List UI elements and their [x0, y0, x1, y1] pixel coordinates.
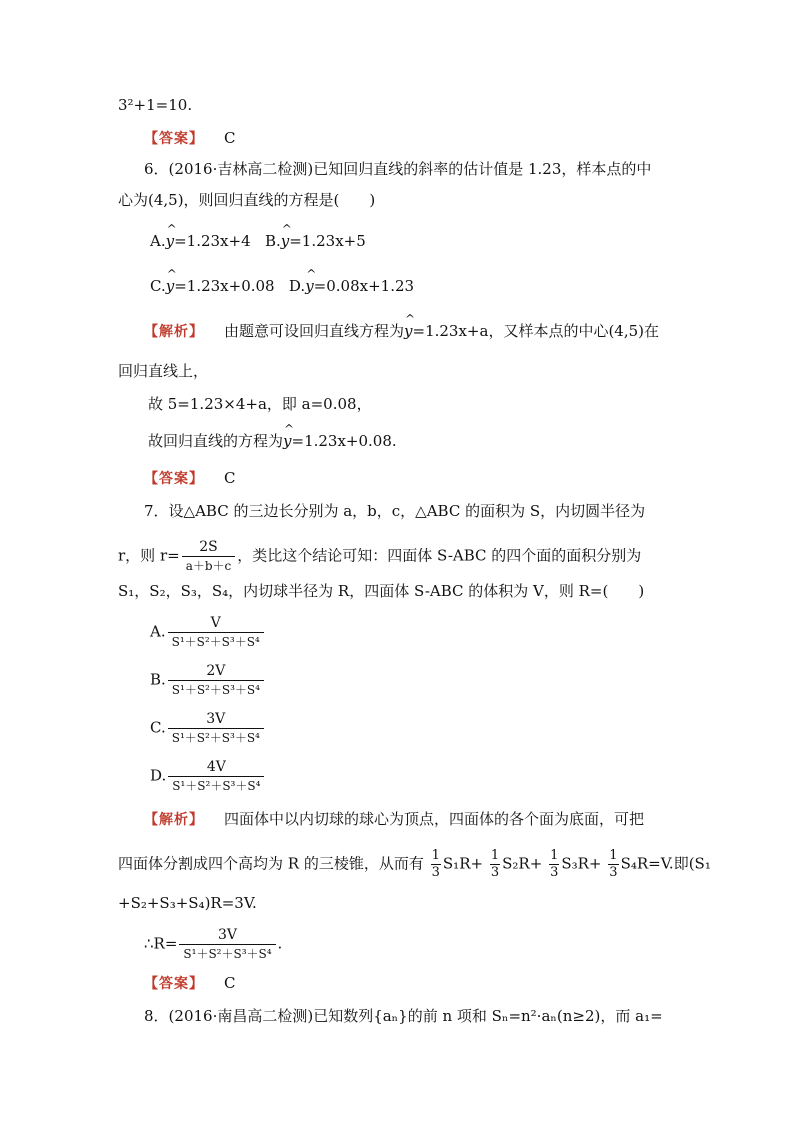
jx7-line-2: 四面体分割成四个高均为 R 的三棱锥，从而有 $\frac{1}{3}$ S₁R+ $\frac{1}{3}$ S₂R+ $\frac{1}{3}$ S₃R+ $\frac{1}{3}$ S₄R=V.即(S₁ — [118, 848, 711, 880]
line-q5-end: 3²+1=10. — [118, 96, 193, 114]
fraction-2s: $\frac{2S}{a+b+c}$ — [182, 538, 236, 575]
jx6-line-2: 回归直线上， — [118, 362, 209, 380]
q7-option-b: B. $\frac{2V}{\text{S¹＋S²＋S³＋S⁴}}$ — [150, 662, 266, 699]
option-d-fraction: $\frac{4V}{\text{S¹＋S²＋S³＋S⁴}}$ — [168, 758, 264, 795]
q6-options-ab: A.^ y=1.23x+4 B.^ y=1.23x+5 — [150, 230, 366, 252]
jx6-line-3: 故 5=1.23×4+a，即 a=0.08， — [148, 395, 372, 413]
answer-row-2: 【 答案 】 C — [144, 467, 235, 490]
jx6-line-1: 【 解析 】 由题意可设回归直线方程为^ y=1.23x+a，又样本点的中心(4,5)在 — [144, 320, 659, 343]
q6-line-1: 6．(2016·吉林高二检测)已知回归直线的斜率的估计值是 1.23，样本点的中 — [144, 160, 652, 178]
third-fraction-1: $\frac{1}{3}$ — [431, 848, 440, 880]
result-fraction: $\frac{3V}{\text{S¹＋S²＋S³＋S⁴}}$ — [179, 926, 275, 963]
q6-options-cd: C.^ y=1.23x+0.08 D.^ y=0.08x+1.23 — [150, 275, 414, 297]
option-c-fraction: $\frac{3V}{\text{S¹＋S²＋S³＋S⁴}}$ — [168, 710, 264, 747]
third-fraction-2: $\frac{1}{3}$ — [490, 848, 500, 880]
jx7-line-1: 【 解析 】 四面体中以内切球的球心为顶点，四面体的各个面为底面，可把 — [144, 808, 644, 831]
answer-label: 【 答案 】 — [144, 131, 204, 147]
q7-option-d: D. $\frac{4V}{\text{S¹＋S²＋S³＋S⁴}}$ — [150, 758, 266, 795]
third-fraction-4: $\frac{1}{3}$ — [609, 848, 618, 880]
q7-line-1: 7．设△ABC 的三边长分别为 a，b，c，△ABC 的面积为 S，内切圆半径为 — [144, 502, 646, 520]
option-a-fraction: $\frac{V}{\text{S¹＋S²＋S³＋S⁴}}$ — [168, 614, 264, 651]
analysis-label: 【 解析 】 — [144, 324, 204, 340]
q7-option-a: A. $\frac{V}{\text{S¹＋S²＋S³＋S⁴}}$ — [150, 614, 266, 651]
third-fraction-3: $\frac{1}{3}$ — [550, 848, 559, 880]
answer-label: 【 答案 】 — [144, 976, 204, 992]
answer-row-1: 【 答案 】 C — [144, 127, 235, 150]
jx6-line-4: 故回归直线的方程为^ y=1.23x+0.08. — [148, 430, 397, 452]
jx7-line-3: +S₂+S₃+S₄)R=3V. — [118, 894, 257, 912]
analysis-label: 【 解析 】 — [144, 812, 204, 828]
answer-label: 【 答案 】 — [144, 471, 204, 487]
answer-row-3: 【 答案 】 C — [144, 972, 235, 995]
q7-line-3: S₁，S₂，S₃，S₄，内切球半径为 R，四面体 S-ABC 的体积为 V，则 R=( ) — [118, 582, 645, 600]
q8-line-1: 8．(2016·南昌高二检测)已知数列{aₙ}的前 n 项和 Sₙ=n²·aₙ(n≥2)，而 a₁= — [144, 1007, 663, 1025]
jx7-line-4: ∴R= $\frac{3V}{\text{S¹＋S²＋S³＋S⁴}}$ . — [144, 927, 283, 961]
option-b-fraction: $\frac{2V}{\text{S¹＋S²＋S³＋S⁴}}$ — [168, 662, 264, 699]
q7-option-c: C. $\frac{3V}{\text{S¹＋S²＋S³＋S⁴}}$ — [150, 710, 266, 747]
q7-line-2: r，则 r= $\frac{2S}{a+b+c}$ ，类比这个结论可知：四面体 S-ABC 的四个面的面积分别为 — [118, 539, 642, 573]
q6-line-2: 心为(4,5)，则回归直线的方程是( ) — [118, 191, 376, 209]
